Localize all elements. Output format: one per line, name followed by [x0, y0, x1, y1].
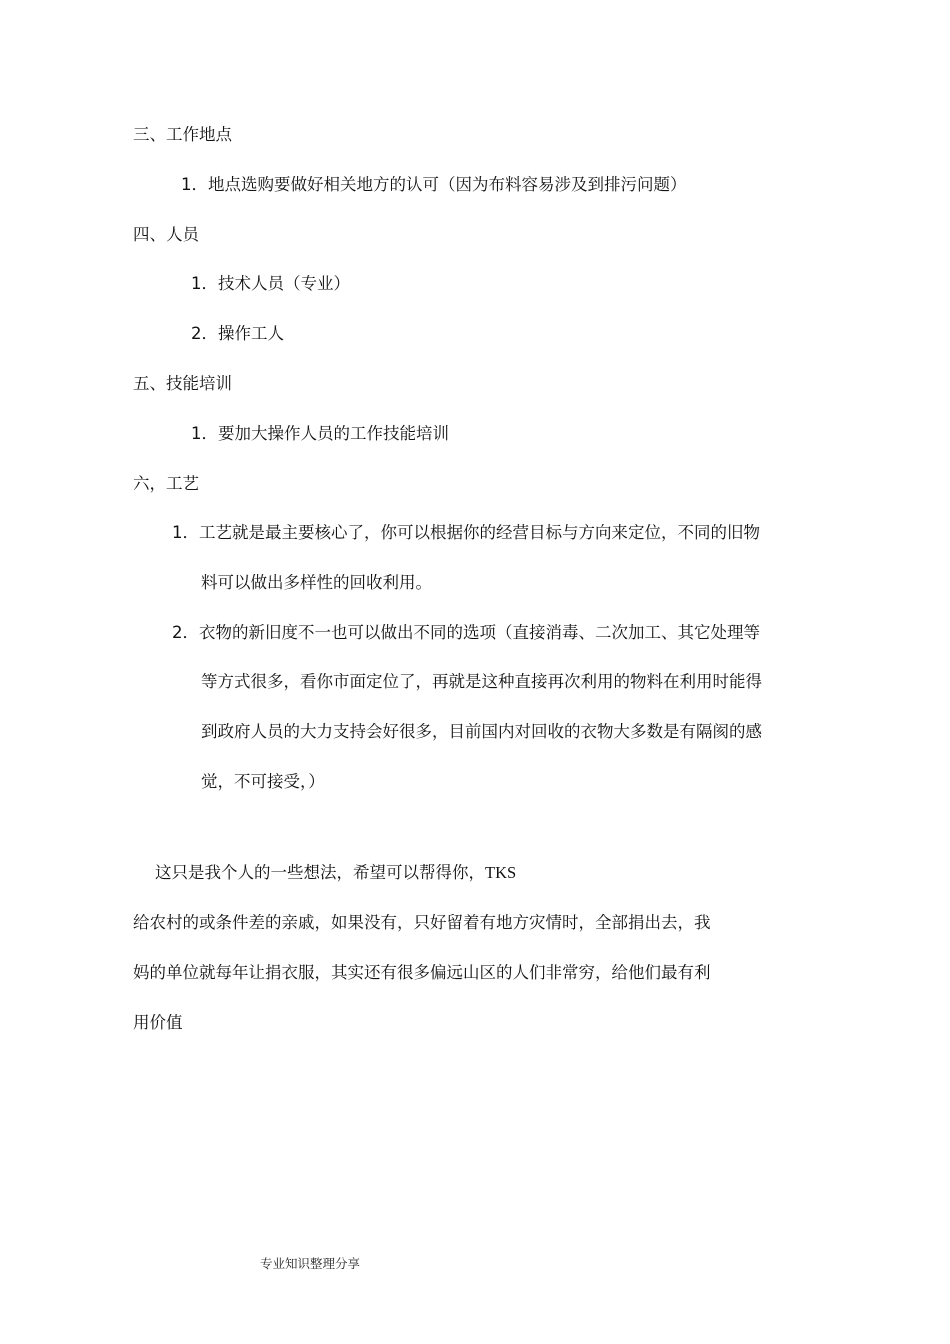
- list-item-line: 等方式很多，看你市面定位了，再就是这种直接再次利用的物料在利用时能得: [201, 672, 762, 691]
- list-item-line: 觉，不可接受，）: [201, 772, 325, 791]
- list-item-line: 到政府人员的大力支持会好很多，目前国内对回收的衣物大多数是有隔阂的感: [201, 722, 762, 741]
- list-item: 1．技术人员（专业）: [191, 274, 350, 293]
- list-item: 2．操作工人: [191, 324, 284, 343]
- closing-line: 用价值: [133, 1013, 183, 1032]
- section-heading-process: 六，工艺: [133, 474, 199, 493]
- section-heading-location: 三、工作地点: [133, 125, 232, 144]
- section-heading-training: 五、技能培训: [133, 374, 232, 393]
- list-item: 1．要加大操作人员的工作技能培训: [191, 424, 449, 443]
- list-item-line: 料可以做出多样性的回收利用。: [201, 573, 432, 592]
- list-item-line: 2．衣物的新旧度不一也可以做出不同的选项（直接消毒、二次加工、其它处理等: [172, 623, 760, 642]
- closing-line: [155, 862, 516, 884]
- list-item: 1．地点选购要做好相关地方的认可（因为布料容易涉及到排污问题）: [181, 175, 687, 194]
- list-item-line: 1．工艺就是最主要核心了，你可以根据你的经营目标与方向来定位，不同的旧物: [172, 523, 760, 542]
- closing-line: 妈的单位就每年让捐衣服，其实还有很多偏远山区的人们非常穷，给他们最有利: [133, 963, 711, 982]
- closing-text: 这只是我个人的一些想法，希望可以帮得你，: [155, 863, 485, 882]
- closing-latin: TKS: [485, 863, 517, 882]
- closing-line: 给农村的或条件差的亲戚，如果没有，只好留着有地方灾情时，全部捐出去，我: [133, 913, 711, 932]
- page-footer: 专业知识整理分享: [260, 1256, 361, 1271]
- section-heading-staff: 四、人员: [133, 225, 199, 244]
